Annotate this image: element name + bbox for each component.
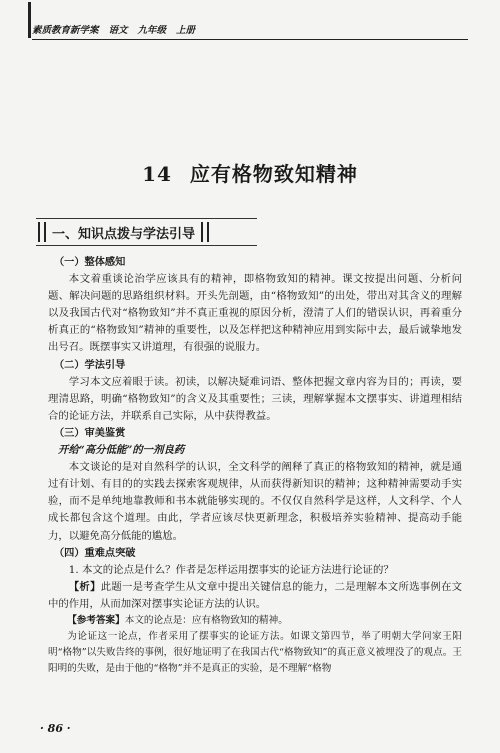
analysis-paragraph (48, 579, 462, 613)
header-rule-bar (28, 2, 31, 38)
paragraph-method: 学习本文应着眼于读。初读，以解决疑难词语、整体把握文章内容为目的；再读，要理清思路，明确“格物致知”的含义及其重要性；三读，理解掌握本文摆事实、讲道理相结合的论证方法，并联系自己实际，从中获得教益。 (48, 375, 462, 422)
subheading-overview: （一）整体感知 (54, 257, 126, 268)
section-banner (36, 218, 257, 246)
banner-left-bars (38, 222, 46, 242)
subheading-appreciation: （三）审美鉴赏 (54, 427, 126, 439)
paragraph-overview: 本文着重谈论治学应该具有的精神，即格物致知的精神。课文按提出问题、分析问题、解决问题的思路组织材料。开头先剖题，由“格物致知”的出处，带出对其含义的理解以及我国古代对“格物致知”并不真正重视的原因分析，澄清了人们的错误认识，再着重分析真正的“格物致知”精神的重要性，以及怎样把这种精神应用到实际中去，最后诚挚地发出号召。既摆事实又讲道理，有很强的说服力。 (48, 273, 462, 354)
question-1: 1. 本文的论点是什么？作者是怎样运用摆事实的论证方法进行论证的？ (68, 563, 394, 576)
main-content (48, 254, 462, 677)
answer-text: 本文的论点是：应有格物致知的精神。 (124, 614, 288, 626)
subheading-key-points: （四）重难点突破 (54, 547, 136, 559)
header-series: 素质教育新学案 (32, 25, 99, 36)
section-title: 一、知识点拨与学法引导 (52, 226, 196, 242)
answer-tag: 【参考答案】 (67, 614, 125, 626)
appreciation-heading: 开给“高分低能”的一剂良药 (58, 444, 185, 457)
running-header (32, 14, 468, 40)
banner-right-bars (201, 222, 209, 242)
page-number: · 86 · (40, 722, 71, 735)
answer-more-paragraph: 为论证这一论点，作者采用了摆事实的论证方法。如课文第四节，举了明朝大学问家王阳明“格物”以失败告终的事例，很好地证明了在我国古代“格物致知”的真正意义被埋没了的观点。王阳明的失败，是由于他的“格物”并不是真正的实验，是不理解“格物 (48, 630, 462, 674)
analysis-tag: 【析】 (68, 580, 101, 593)
header-grade: 九年级 (137, 25, 167, 36)
header-subject: 语文 (108, 25, 128, 36)
chapter-number: 14 (142, 162, 172, 186)
chapter-title (0, 158, 500, 187)
subheading-method: （二）学法引导 (54, 359, 126, 371)
paragraph-appreciation: 本文谈论的是对自然科学的认识，全文科学的阐释了真正的格物致知的精神，就是通过有计划、有目的的实践去探索客观规律，从而获得新知识的精神；这种精神需要动手实验，而不是单纯地靠教师和书本就能够实现的。不仅仅自然科学是这样，人文科学、个人成长都包含这个道理。由此，学者应该尽快更新理念，积极培养实验精神、提高动手能力，以避免高分低能的尴尬。 (48, 461, 462, 542)
answer-paragraph (48, 613, 462, 629)
chapter-name: 应有格物致知精神 (189, 162, 358, 186)
header-volume: 上册 (176, 25, 196, 36)
analysis-text: 此题一是考查学生从文章中提出关键信息的能力，二是理解本文所选事例在文中的作用，从而加深对摆事实论证方法的认识。 (48, 580, 463, 610)
